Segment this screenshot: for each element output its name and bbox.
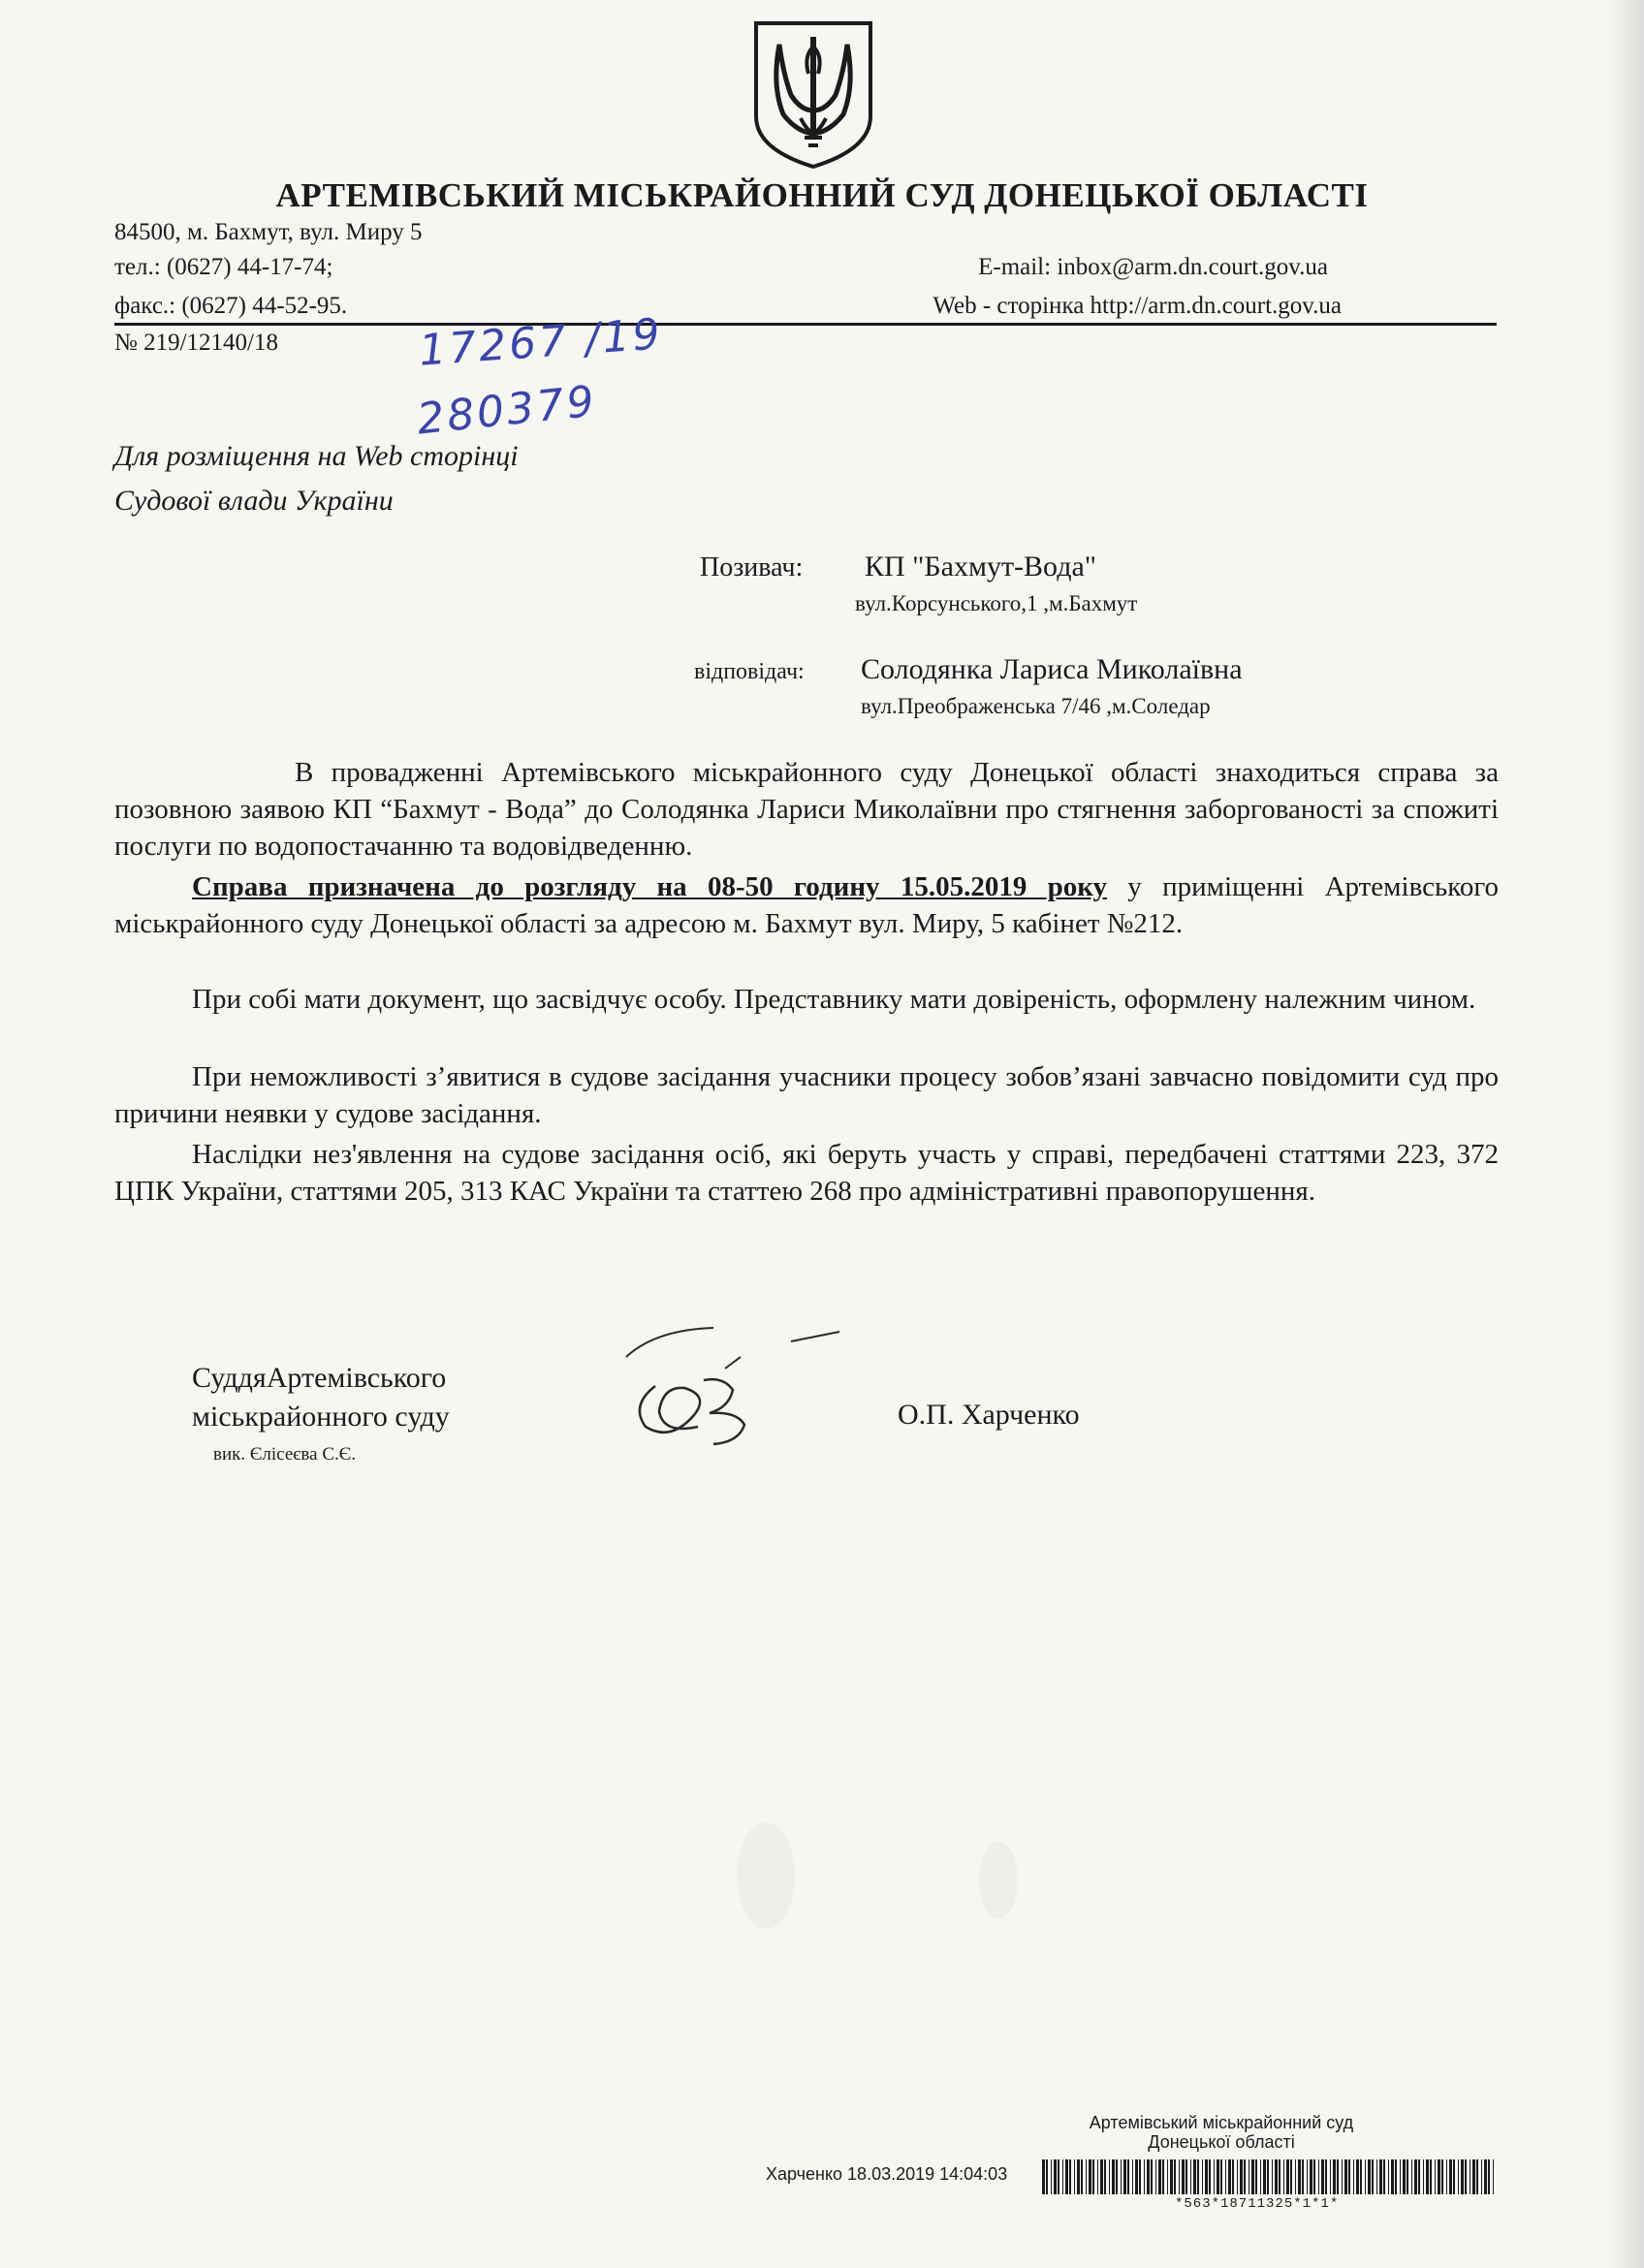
placement-note-line1: Для розміщення на Web сторінці (114, 440, 519, 472)
paragraph-identity-document: При собі мати документ, що засвідчує особу. Представнику мати довіреність, оформлену належним чином. (192, 984, 1476, 1015)
scan-smudge (979, 1842, 1018, 1919)
court-fax: факс.: (0627) 44-52-95. (114, 293, 348, 319)
paragraph-absence-notice: При неможливості з’явитися в судове засідання учасники процесу зобов’язані завчасно повідомити суд про причини неявки у судове засідання. (114, 1061, 1499, 1129)
placement-note-line2: Судової влади України (114, 485, 394, 517)
paragraph-hearing: Справа призначена до розгляду на 08-50 годину 15.05.2019 року у приміщенні Артемівського міськрайонного суду Донецької області за адресою м. Бахмут вул. Миру, 5 кабінет №212. (114, 871, 1499, 939)
footer-registration-meta: Харченко 18.03.2019 14:04:03 (766, 2164, 1008, 2184)
reference-number: № 219/12140/18 (114, 330, 278, 356)
plaintiff-label: Позивач: (700, 552, 804, 583)
court-website: Web - сторінка http://arm.dn.court.gov.ua (933, 293, 1342, 319)
plaintiff-address: вул.Корсунського,1 ,м.Бахмут (855, 591, 1138, 615)
scan-smudge (737, 1822, 795, 1929)
defendant-address: вул.Преображенська 7/46 ,м.Соледар (861, 694, 1211, 718)
hearing-date-emphasis: Справа призначена до розгляду на 08-50 годину 15.05.2019 року (192, 871, 1108, 902)
judge-name: О.П. Харченко (898, 1399, 1080, 1431)
scan-edge-shadow (1605, 0, 1644, 2268)
footer-court-line1: Артемівський міськрайонний суд (1089, 2113, 1354, 2132)
defendant-name: Солодянка Лариса Миколаївна (861, 653, 1243, 685)
executor-note: вик. Єлісеєва С.Є. (213, 1444, 357, 1465)
judge-title-line1: СуддяАртемівського (192, 1362, 447, 1394)
court-phone: тел.: (0627) 44-17-74; (114, 254, 333, 280)
handwritten-incoming-number: 280379 (414, 376, 600, 445)
handwritten-signature (616, 1318, 869, 1473)
paragraph-consequences: Наслідки нез'явлення на судове засідання осіб, які беруть участь у справі, передбачені статтями 223, 372 ЦПК України, статтями 205, 313 КАС України та статтею 268 про адміністративні правопорушення. (114, 1139, 1499, 1207)
placement-note (114, 434, 519, 523)
barcode-text: *563*18711325*1*1* (1175, 2196, 1340, 2212)
trident-emblem-icon (750, 17, 876, 171)
judge-title (192, 1359, 450, 1436)
court-address: 84500, м. Бахмут, вул. Миру 5 (114, 219, 423, 245)
header-divider (114, 323, 1497, 326)
court-name: АРТЕМІВСЬКИЙ МІСЬКРАЙОННИЙ СУД ДОНЕЦЬКОЇ ОБЛАСТІ (275, 176, 1369, 214)
defendant-label: відповідач: (694, 659, 805, 684)
plaintiff-name: КП "Бахмут-Вода" (865, 551, 1097, 583)
footer-court-line2: Донецької області (1148, 2132, 1295, 2152)
barcode-icon (1042, 2159, 1498, 2194)
judge-title-line2: міськрайонного суду (192, 1401, 450, 1433)
footer-court-stamp (1018, 2113, 1425, 2152)
handwritten-registration-number: 17267 /19 (417, 309, 665, 376)
court-email: E-mail: inbox@arm.dn.court.gov.ua (978, 254, 1328, 280)
paragraph-case-description: В провадженні Артемівського міськрайонного суду Донецької області знаходиться справа за позовною заявою КП “Бахмут - Вода” до Солодянка Лариси Миколаївни про стягнення заборгованості за спожиті послуги по водопостачанню та водовідведенню. (114, 757, 1499, 862)
